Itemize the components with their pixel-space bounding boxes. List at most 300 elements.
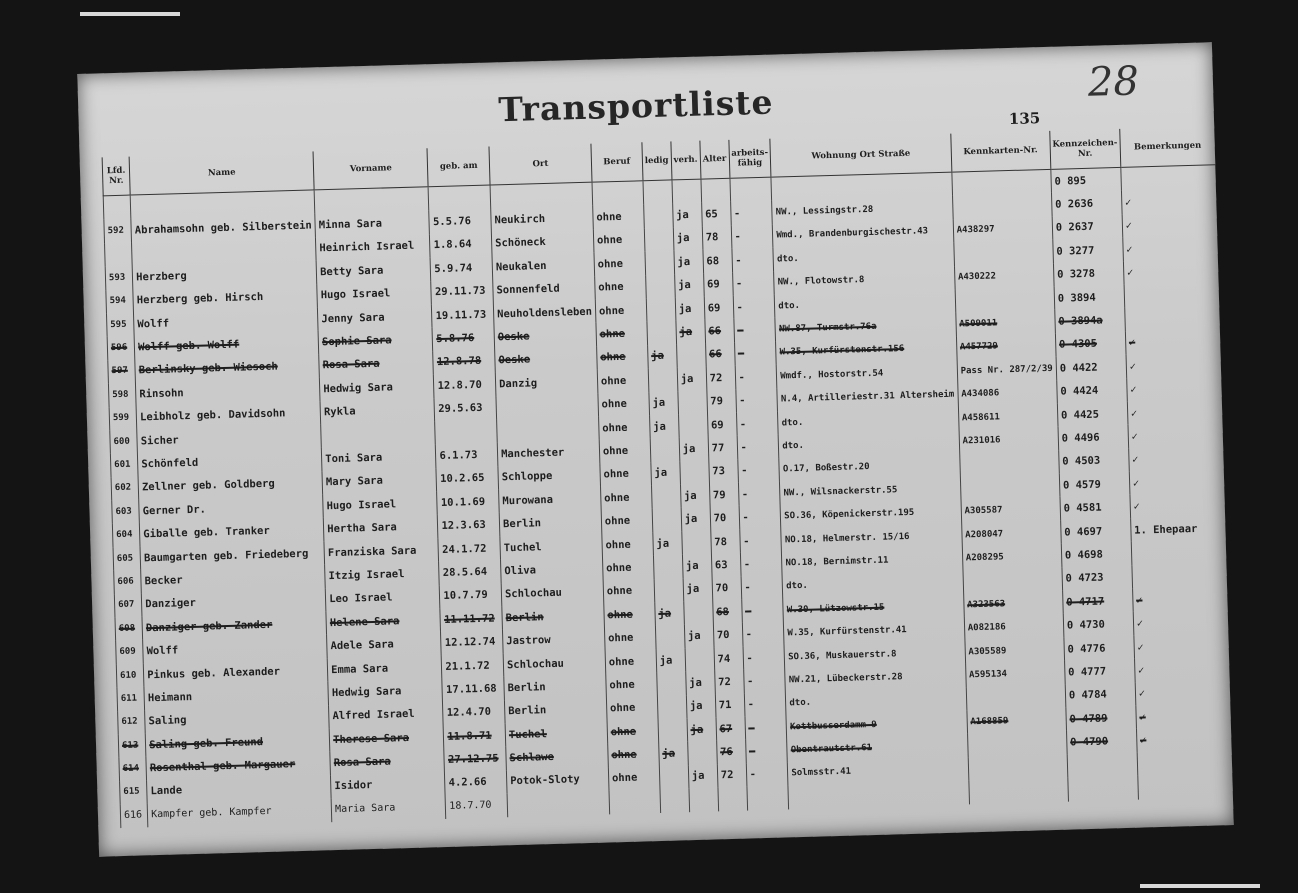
cell-geb: 29.11.73: [431, 279, 493, 304]
cell-ort: Schlochau: [501, 580, 603, 606]
cell-alter: 70: [710, 506, 739, 530]
cell-alter: 72: [714, 670, 743, 694]
cell-alter: 69: [703, 272, 732, 296]
cell-nr: 594: [106, 289, 134, 313]
cell-verh: ja: [685, 671, 715, 695]
cell-name: Danziger geb. Zander: [142, 611, 327, 640]
cell-verh: ja: [688, 764, 718, 788]
cell-kennzeichen: 0 3894: [1054, 285, 1125, 310]
cell-verh: ja: [679, 437, 709, 461]
cell-ort: Schloppe: [498, 463, 600, 489]
cell-name: Danziger: [141, 588, 326, 617]
cell-verh: [683, 601, 713, 625]
cell-alter: 74: [714, 646, 743, 670]
cell-ort: Neuholdensleben: [493, 300, 595, 326]
cell-beruf: ohne: [594, 275, 646, 300]
cell-arb: -: [730, 201, 772, 226]
cell-ledig: [647, 321, 677, 345]
cell-nr: 615: [120, 780, 148, 804]
cell-name: Zellner geb. Goldberg: [138, 471, 323, 500]
film-edge-mark: [1140, 884, 1260, 888]
cell-alter: 68: [712, 600, 741, 624]
cell-beruf: ohne: [593, 205, 645, 230]
cell-ledig: [657, 695, 687, 719]
cell-arb: -: [739, 528, 781, 553]
cell-vorname: Betty Sara: [316, 257, 431, 284]
page-number: 135: [1008, 109, 1041, 128]
cell-alter: 69: [704, 296, 733, 320]
cell-verh: ja: [682, 554, 712, 578]
cell-kennkarte: A434086: [957, 380, 1057, 406]
cell-vorname: Emma Sara: [327, 655, 442, 682]
cell-bem: ✓: [1127, 399, 1222, 425]
cell-geb: 11.11.72: [440, 606, 502, 631]
cell-geb: 5.5.76: [429, 209, 491, 234]
cell-kennkarte: [968, 754, 1068, 780]
cell-arb: -: [741, 599, 783, 624]
cell-arb: [746, 786, 788, 811]
cell-ort: Neukalen: [492, 253, 594, 279]
cell-geb: 10.7.79: [440, 583, 502, 608]
cell-nr: 597: [108, 359, 136, 383]
cell-ort: Manchester: [497, 440, 599, 466]
cell-beruf: ohne: [605, 649, 657, 674]
cell-bem: ✓: [1121, 189, 1216, 215]
cell-name: Herzberg geb. Hirsch: [133, 284, 318, 313]
cell-name: Saling: [145, 705, 330, 734]
cell-ort: Oliva: [501, 557, 603, 583]
cell-alter: 71: [715, 693, 744, 717]
cell-ledig: [650, 438, 680, 462]
cell-geb: 28.5.64: [439, 560, 501, 585]
cell-ledig: [655, 625, 685, 649]
cell-alter: 72: [706, 366, 735, 390]
cell-vorname: Franziska Sara: [324, 538, 439, 565]
cell-geb: 12.8.70: [434, 373, 496, 398]
cell-kennkarte: [952, 169, 1052, 196]
table-body: [103, 165, 1233, 828]
cell-ledig: [660, 788, 690, 812]
cell-kennzeichen: 0 4425: [1057, 402, 1128, 427]
cell-arb: -: [735, 365, 777, 390]
cell-arb: -: [738, 482, 780, 507]
cell-kennzeichen: 0 3894a: [1055, 308, 1126, 333]
column-header-ort: Ort: [489, 144, 592, 185]
cell-geb: 11.8.71: [444, 723, 506, 748]
cell-kennzeichen: 0 4698: [1061, 542, 1132, 567]
cell-verh: ja: [686, 694, 716, 718]
cell-wohnung: Wmdf., Hostorstr.54: [776, 360, 957, 388]
cell-vorname: Rosa Sara: [330, 748, 445, 775]
cell-nr: 607: [114, 593, 142, 617]
cell-verh: [685, 647, 715, 671]
cell-verh: [680, 460, 710, 484]
cell-alter: 76: [716, 740, 745, 764]
cell-ledig: [645, 274, 675, 298]
cell-bem: ✓: [1128, 446, 1223, 472]
cell-wohnung: dto.: [778, 406, 959, 434]
cell-kennkarte: [960, 474, 1060, 500]
cell-ort: Neukirch: [491, 206, 593, 232]
cell-arb: -: [731, 248, 773, 273]
transport-table: [102, 126, 1233, 827]
cell-nr: [105, 242, 133, 266]
cell-geb: 12.3.63: [438, 513, 500, 538]
cell-bem: [1124, 282, 1219, 308]
document-page: [77, 42, 1233, 856]
cell-kennkarte: A457729: [956, 334, 1056, 360]
cell-kennzeichen: 0 4730: [1063, 612, 1134, 637]
column-header-beruf: Beruf: [591, 142, 643, 182]
cell-arb: -: [737, 435, 779, 460]
cell-vorname: Hugo Israel: [317, 281, 432, 308]
column-header-nr: Lfd. Nr.: [102, 157, 130, 196]
cell-vorname: Hertha Sara: [323, 515, 438, 542]
cell-kennzeichen: 0 4422: [1056, 355, 1127, 380]
cell-verh: [676, 343, 706, 367]
cell-alter: 67: [716, 717, 745, 741]
cell-alter: 73: [708, 459, 737, 483]
cell-beruf: ohne: [593, 228, 645, 253]
cell-nr: 609: [116, 640, 144, 664]
cell-geb: 27.12.75: [444, 747, 506, 772]
cell-wohnung: SO.36, Muskauerstr.8: [784, 640, 965, 668]
cell-beruf: ohne: [607, 719, 659, 744]
cell-wohnung: NO.18, Helmerstr. 15/16: [781, 523, 962, 551]
cell-name: Gerner Dr.: [139, 494, 324, 523]
cell-verh: ja: [681, 507, 711, 531]
column-header-alter: Alter: [700, 140, 730, 179]
cell-ort: Berlin: [499, 510, 601, 536]
cell-alter: 70: [712, 576, 741, 600]
cell-wohnung: NW., Wilsnackerstr.55: [780, 477, 961, 505]
cell-bem: ✓: [1129, 469, 1224, 495]
cell-bem: ✓: [1134, 656, 1229, 682]
cell-wohnung: dto.: [773, 243, 954, 271]
cell-bem: ✓: [1133, 610, 1228, 636]
cell-ort: [507, 791, 609, 817]
cell-alter: 72: [717, 763, 746, 787]
cell-ort: Berlin: [502, 604, 604, 630]
cell-kennkarte: A430222: [954, 263, 1054, 289]
cell-kennkarte: [963, 567, 1063, 593]
cell-ledig: ja: [653, 531, 683, 555]
cell-beruf: ohne: [600, 485, 652, 510]
cell-arb: -: [731, 224, 773, 249]
handwritten-number: 28: [1087, 58, 1140, 106]
cell-bem: ✓: [1136, 726, 1231, 752]
cell-verh: [672, 179, 702, 204]
cell-bem: ✓: [1134, 633, 1229, 659]
cell-vorname: Alfred Israel: [329, 702, 444, 729]
cell-name: Rosenthal geb. Margauer: [146, 752, 331, 781]
cell-wohnung: NW.21, Lübeckerstr.28: [785, 664, 966, 692]
cell-bem: ✓: [1136, 703, 1231, 729]
column-header-verh: verh.: [671, 141, 701, 180]
cell-arb: -: [739, 505, 781, 530]
cell-ort: Schlochau: [503, 650, 605, 676]
cell-name: Sicher: [137, 424, 322, 453]
cell-beruf: ohne: [600, 462, 652, 487]
cell-wohnung: Obentrautstr.61: [787, 734, 968, 762]
cell-kennzeichen: 0 4776: [1064, 636, 1135, 661]
cell-vorname: Mary Sara: [322, 468, 437, 495]
cell-vorname: Helene Sara: [326, 608, 441, 635]
cell-name: Abrahamsohn geb. Silberstein: [131, 214, 316, 243]
cell-ledig: [657, 671, 687, 695]
cell-kennzeichen: 0 4789: [1066, 706, 1137, 731]
cell-ort: Murowana: [499, 487, 601, 513]
cell-kennzeichen: 0 2636: [1051, 191, 1122, 216]
cell-kennkarte: [966, 684, 1066, 710]
cell-kennzeichen: [1067, 752, 1138, 777]
cell-geb: 5.9.74: [431, 256, 493, 281]
cell-vorname: Isidor: [331, 772, 446, 799]
cell-alter: [718, 787, 747, 811]
cell-kennzeichen: 0 4790: [1066, 729, 1137, 754]
cell-wohnung: O.17, Boßestr.20: [779, 453, 960, 481]
cell-ort: [496, 393, 598, 419]
cell-alter: [701, 178, 730, 203]
cell-vorname: Minna Sara: [315, 211, 430, 238]
cell-geb: 5.8.76: [432, 326, 494, 351]
cell-beruf: ohne: [594, 251, 646, 276]
cell-verh: [681, 530, 711, 554]
cell-ledig: ja: [651, 461, 681, 485]
cell-wohnung: Solmsstr.41: [788, 757, 969, 785]
cell-geb: 4.2.66: [445, 770, 507, 795]
cell-kennkarte: [959, 450, 1059, 476]
cell-alter: 78: [702, 226, 731, 250]
cell-ledig: [646, 297, 676, 321]
cell-arb: -: [744, 692, 786, 717]
cell-vorname: Sophie Sara: [318, 328, 433, 355]
cell-verh: ja: [673, 226, 703, 250]
cell-kennzeichen: 0 4496: [1058, 425, 1129, 450]
cell-bem: ✓: [1122, 212, 1217, 238]
cell-arb: -: [742, 622, 784, 647]
cell-verh: [689, 788, 719, 812]
cell-geb: 12.12.74: [441, 630, 503, 655]
cell-ledig: [658, 718, 688, 742]
cell-nr: [103, 195, 131, 220]
cell-alter: 77: [708, 436, 737, 460]
cell-vorname: Leo Israel: [325, 585, 440, 612]
cell-ort: Berlin: [504, 674, 606, 700]
cell-bem: ✓: [1125, 329, 1220, 355]
cell-wohnung: NW., Lessingstr.28: [772, 196, 953, 224]
cell-alter: 66: [705, 342, 734, 366]
cell-nr: 604: [112, 523, 140, 547]
cell-arb: -: [741, 575, 783, 600]
cell-wohnung: W.35, Kurfürstenstr.156: [776, 336, 957, 364]
cell-ledig: ja: [649, 391, 679, 415]
cell-geb: 21.1.72: [442, 653, 504, 678]
cell-wohnung: SO.36, Köpenickerstr.195: [780, 500, 961, 528]
cell-arb: -: [733, 318, 775, 343]
cell-kennkarte: [954, 240, 1054, 266]
cell-name: Giballe geb. Tranker: [140, 518, 325, 547]
column-header-bem: Bemerkungen: [1119, 126, 1215, 167]
cell-alter: 78: [710, 530, 739, 554]
cell-ort: Sonnenfeld: [493, 276, 595, 302]
cell-geb: 6.1.73: [436, 443, 498, 468]
cell-ort: [497, 416, 599, 442]
cell-kennkarte: A208295: [962, 544, 1062, 570]
cell-beruf: ohne: [604, 602, 656, 627]
cell-beruf: ohne: [602, 555, 654, 580]
cell-vorname: Jenny Sara: [318, 304, 433, 331]
cell-kennkarte: A458611: [958, 404, 1058, 430]
column-header-kennzeichen: Kennzeichen-Nr.: [1050, 129, 1121, 169]
cell-vorname: Toni Sara: [322, 444, 437, 471]
cell-arb: -: [733, 295, 775, 320]
cell-nr: 601: [110, 453, 138, 477]
cell-nr: 613: [118, 733, 146, 757]
cell-wohnung: dto.: [778, 430, 959, 458]
cell-alter: 70: [713, 623, 742, 647]
cell-beruf: ohne: [598, 415, 650, 440]
cell-wohnung: W.35, Kurfürstenstr.41: [784, 617, 965, 645]
cell-geb: 10.1.69: [437, 489, 499, 514]
cell-kennkarte: A438297: [953, 217, 1053, 243]
cell-bem: [1124, 306, 1219, 332]
column-header-kennkarte: Kennkarten-Nr.: [950, 131, 1050, 172]
cell-arb: -: [743, 645, 785, 670]
cell-beruf: ohne: [597, 368, 649, 393]
cell-kennkarte: Pass Nr. 287/2/39: [957, 357, 1057, 383]
cell-nr: 610: [116, 663, 144, 687]
cell-beruf: ohne: [596, 345, 648, 370]
cell-name: Leibholz geb. Davidsohn: [136, 401, 321, 430]
document-title: Transportliste: [497, 82, 774, 130]
cell-geb: 29.5.63: [434, 396, 496, 421]
cell-ledig: [644, 227, 674, 251]
cell-kennkarte: A595134: [965, 661, 1065, 687]
cell-beruf: ohne: [599, 438, 651, 463]
cell-verh: ja: [674, 273, 704, 297]
cell-vorname: Hedwig Sara: [320, 374, 435, 401]
cell-kennkarte: A305589: [965, 637, 1065, 663]
cell-wohnung: Kottbusserdamm 9: [786, 710, 967, 738]
cell-ledig: ja: [658, 742, 688, 766]
cell-beruf: ohne: [601, 509, 653, 534]
cell-wohnung: dto.: [775, 290, 956, 318]
cell-kennkarte: A231016: [959, 427, 1059, 453]
cell-nr: 616: [120, 803, 148, 827]
cell-ort: Jastrow: [503, 627, 605, 653]
cell-beruf: ohne: [604, 625, 656, 650]
cell-wohnung: dto.: [782, 570, 963, 598]
cell-wohnung: [788, 781, 969, 809]
cell-ledig: [654, 578, 684, 602]
cell-bem: ✓: [1132, 586, 1227, 612]
cell-name: Herzberg: [132, 261, 317, 290]
cell-kennzeichen: 0 4697: [1060, 519, 1131, 544]
cell-nr: 612: [118, 710, 146, 734]
cell-ort: Schöneck: [491, 229, 593, 255]
column-header-vorname: Vorname: [313, 148, 428, 190]
cell-arb: -: [740, 552, 782, 577]
cell-geb: 10.2.65: [436, 466, 498, 491]
cell-geb: 17.11.68: [442, 677, 504, 702]
cell-kennkarte: A305587: [961, 497, 1061, 523]
cell-name: Rinsohn: [136, 377, 321, 406]
cell-wohnung: NO.18, Bernimstr.11: [782, 547, 963, 575]
cell-beruf: ohne: [606, 672, 658, 697]
cell-verh: [687, 741, 717, 765]
cell-ledig: [653, 555, 683, 579]
cell-bem: 1. Ehepaar: [1130, 516, 1225, 542]
cell-geb: 19.11.73: [432, 302, 494, 327]
cell-nr: 598: [108, 383, 136, 407]
cell-nr: 608: [115, 616, 143, 640]
cell-nr: 602: [111, 476, 139, 500]
cell-beruf: ohne: [595, 298, 647, 323]
cell-verh: ja: [683, 577, 713, 601]
cell-kennzeichen: 0 3277: [1053, 238, 1124, 263]
cell-bem: [1121, 165, 1216, 192]
cell-vorname: Maria Sara: [331, 795, 446, 822]
cell-bem: ✓: [1126, 376, 1221, 402]
cell-bem: ✓: [1126, 352, 1221, 378]
cell-beruf: ohne: [606, 696, 658, 721]
cell-geb: 18.7.70: [446, 793, 508, 818]
cell-nr: 603: [112, 500, 140, 524]
cell-kennzeichen: 0 4424: [1057, 378, 1128, 403]
cell-ort: Schlawe: [506, 744, 608, 770]
cell-arb: -: [743, 669, 785, 694]
cell-nr: 596: [107, 336, 135, 360]
cell-kennzeichen: [1068, 776, 1139, 801]
cell-vorname: Heinrich Israel: [316, 234, 431, 261]
cell-verh: [678, 390, 708, 414]
cell-beruf: ohne: [603, 579, 655, 604]
cell-alter: 79: [709, 483, 738, 507]
cell-kennkarte: [955, 287, 1055, 313]
cell-wohnung: Wmd., Brandenburgischestr.43: [773, 219, 954, 247]
cell-name: Schönfeld: [138, 448, 323, 477]
cell-kennzeichen: 0 3278: [1053, 261, 1124, 286]
cell-arb: -: [745, 739, 787, 764]
cell-kennzeichen: 0 4777: [1064, 659, 1135, 684]
cell-arb: -: [735, 388, 777, 413]
cell-name: Kampfer geb. Kampfer: [147, 798, 332, 827]
cell-kennzeichen: 0 4581: [1060, 495, 1131, 520]
cell-vorname: [321, 421, 436, 448]
cell-kennkarte: A509011: [956, 310, 1056, 336]
cell-kennkarte: A208047: [961, 521, 1061, 547]
cell-bem: [1137, 750, 1232, 776]
cell-ort: Oeske: [495, 346, 597, 372]
cell-ledig: [643, 180, 673, 205]
cell-bem: ✓: [1123, 235, 1218, 261]
cell-bem: ✓: [1135, 680, 1230, 706]
cell-bem: ✓: [1130, 493, 1225, 519]
cell-ort: Danzig: [495, 370, 597, 396]
cell-arb: -: [737, 458, 779, 483]
cell-nr: 593: [105, 266, 133, 290]
cell-beruf: ohne: [608, 766, 660, 791]
cell-ledig: [652, 508, 682, 532]
cell-name: Berlinsky geb. Wiesoch: [135, 354, 320, 383]
cell-vorname: Adele Sara: [327, 631, 442, 658]
cell-bem: [1138, 773, 1233, 799]
cell-geb: [435, 419, 497, 444]
cell-geb: [429, 185, 491, 211]
cell-alter: 65: [701, 202, 730, 226]
cell-kennzeichen: 0 4784: [1065, 682, 1136, 707]
